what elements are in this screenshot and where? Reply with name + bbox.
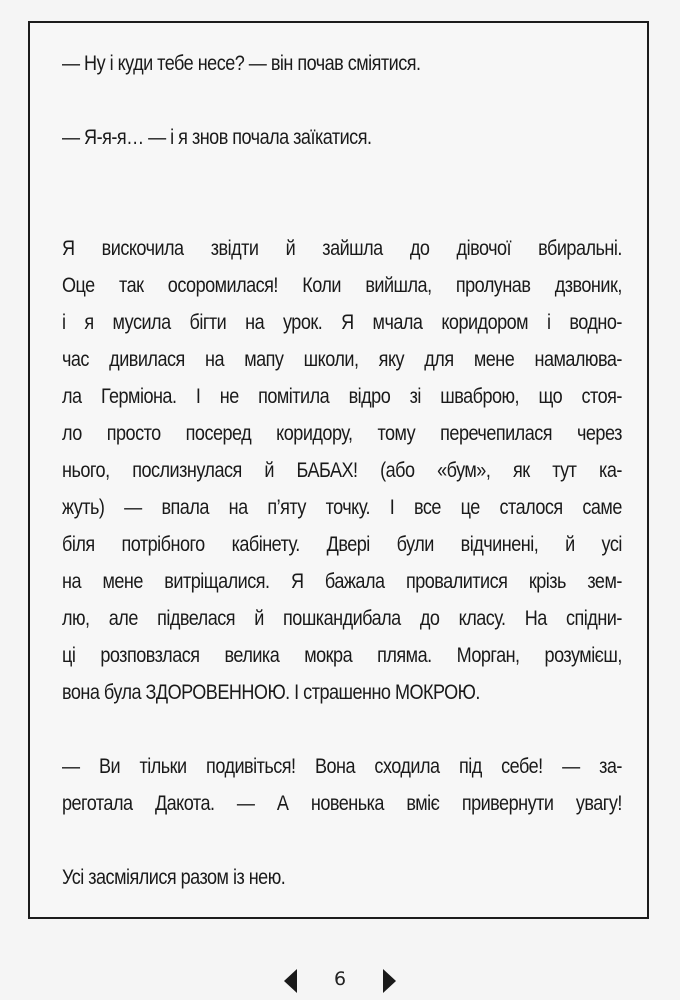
prev-page-triangle-icon[interactable] (284, 969, 297, 993)
text-line: на мене витріщалися. Я бажала провалитися крізь зем- (62, 570, 622, 593)
text-line: — Ну і куди тебе несе? — він почав сміятися. (62, 52, 421, 75)
text-line: час дивилася на мапу школи, яку для мене намалюва- (62, 348, 622, 371)
paragraph-3 (62, 230, 622, 711)
text-line: ло просто посеред коридору, тому перечепилася через (62, 422, 622, 445)
text-line: — Ви тільки подивіться! Вона сходила під себе! — за- (62, 755, 622, 778)
paragraph-1 (62, 45, 622, 82)
page-number: 6 (333, 968, 347, 990)
text-line: і я мусила бігти на урок. Я мчала коридором і водно- (62, 311, 622, 334)
text-line: нього, послизнулася й БАБАХ! (або «бум», як тут ка- (62, 459, 622, 482)
paragraph-2 (62, 119, 622, 156)
next-page-triangle-icon[interactable] (383, 969, 396, 993)
text-line: ці розповзлася велика мокра пляма. Морган, розумієш, (62, 644, 622, 667)
paragraph-4 (62, 748, 622, 822)
text-line: біля потрібного кабінету. Двері були відчинені, й усі (62, 533, 622, 556)
text-line: ла Герміона. І не помітила відро зі шваброю, що стоя- (62, 385, 622, 408)
text-line: Оце так осоромилася! Коли вийшла, пролунав дзвоник, (62, 274, 622, 297)
text-line: Усі засміялися разом із нею. (62, 866, 286, 889)
page-navigation (0, 960, 680, 1000)
text-line: реготала Дакота. — А новенька вміє привернути увагу! (62, 792, 622, 815)
paragraph-5 (62, 859, 622, 896)
text-line: жуть) — впала на п’яту точку. І все це сталося саме (62, 496, 622, 519)
page-frame (28, 21, 649, 919)
text-line: лю, але підвелася й пошкандибала до класу. На спідни- (62, 607, 622, 630)
text-line: вона була ЗДОРОВЕННОЮ. І страшенно МОКРОЮ. (62, 681, 480, 704)
text-line: — Я-я-я… — і я знов почала заїкатися. (62, 126, 372, 149)
page-text (62, 45, 622, 896)
text-line: Я вискочила звідти й зайшла до дівочої вбиральні. (62, 237, 622, 260)
